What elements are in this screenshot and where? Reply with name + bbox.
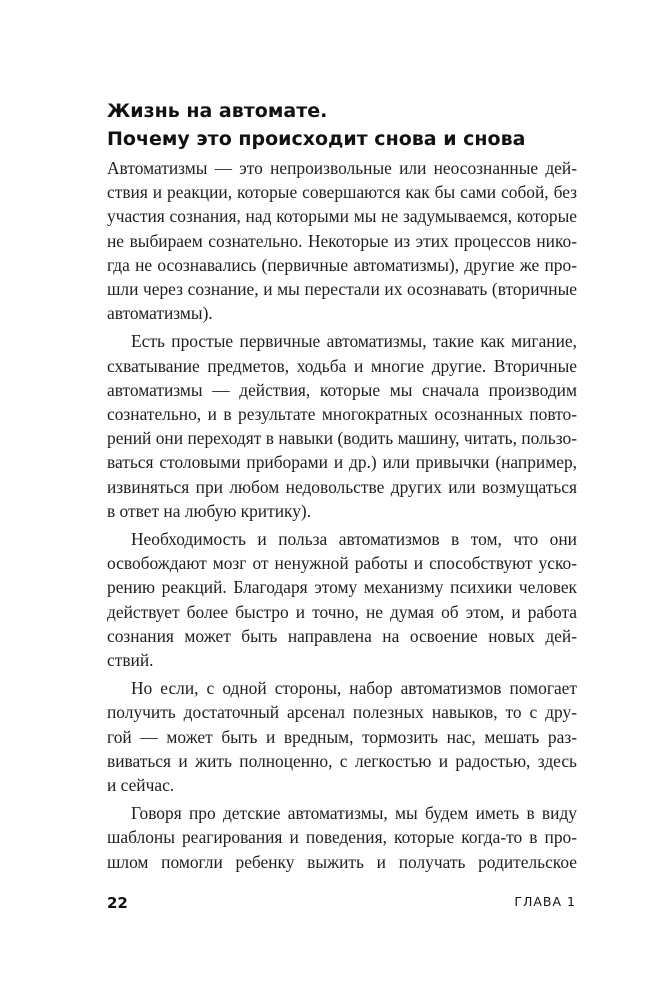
text-line: автоматизмы — действия, которые мы сначала производим [107,379,577,400]
body-text [107,156,577,878]
paragraph-5 [107,801,577,874]
text-line: ваться столовыми приборами и др.) или привычки (например, [107,452,577,473]
text-line: гда не осознавались (первичные автоматизмы), другие же про- [107,254,577,275]
text-line: рению реакций. Благодаря этому механизму психики человек [107,577,577,598]
text-line: сознания может быть направлена на освоение новых дей- [107,625,577,646]
text-line: гой — может быть и вредным, тормозить нас, мешать раз- [107,726,577,747]
text-line: Есть простые первичные автоматизмы, такие как мигание, [131,331,577,352]
chapter-label: ГЛАВА 1 [514,894,576,909]
text-line: извиняться при любом недовольстве других или возмущаться [107,476,577,497]
text-line: рений они переходят в навыки (водить машину, читать, пользо- [107,428,577,449]
text-line: участия сознания, над которыми мы не задумываемся, которые [107,206,577,227]
text-line: Но если, с одной стороны, набор автоматизмов помогает [131,678,577,699]
text-line: виваться и жить полноценно, с легкостью и радостью, здесь [107,750,577,771]
text-line: автоматизмы). [107,303,213,324]
text-line: Необходимость и польза автоматизмов в том, что они [131,529,577,550]
text-line: шаблоны реагирования и поведения, которые когда-то в про- [107,827,577,848]
text-line: шлом помогли ребенку выжить и получать родительское [107,851,577,872]
paragraph-2 [107,329,577,523]
text-line: и сейчас. [107,775,175,796]
text-line: шли через сознание, и мы перестали их осознавать (вторичные [107,279,577,300]
text-line: сознательно, и в результате многократных осознанных повто- [107,404,577,425]
section-heading-line-1: Жизнь на автомате. [107,100,328,122]
text-line: ствий. [107,650,154,671]
text-line: Говоря про детские автоматизмы, мы будем иметь в виду [131,803,577,824]
text-line: ствия и реакции, которые совершаются как бы сами собой, без [107,182,577,203]
paragraph-3 [107,527,577,672]
section-heading-line-2: Почему это происходит снова и снова [107,128,526,150]
paragraph-4 [107,676,577,797]
paragraph-1 [107,156,577,325]
text-line: получить достаточный арсенал полезных навыков, то с дру- [107,702,577,723]
text-line: освобождают мозг от ненужной работы и способствуют уско- [107,553,577,574]
text-line: схватывание предметов, ходьба и многие другие. Вторичные [107,355,577,376]
text-line: действует более быстро и точно, не думая об этом, и работа [107,601,577,622]
text-line: Автоматизмы — это непроизвольные или неосознанные дей- [107,158,577,178]
text-line: не выбираем сознательно. Некоторые из этих процессов нико- [107,230,577,251]
section-heading [107,97,577,153]
text-line: в ответ на любую критику). [107,500,312,521]
page-number: 22 [107,894,128,912]
